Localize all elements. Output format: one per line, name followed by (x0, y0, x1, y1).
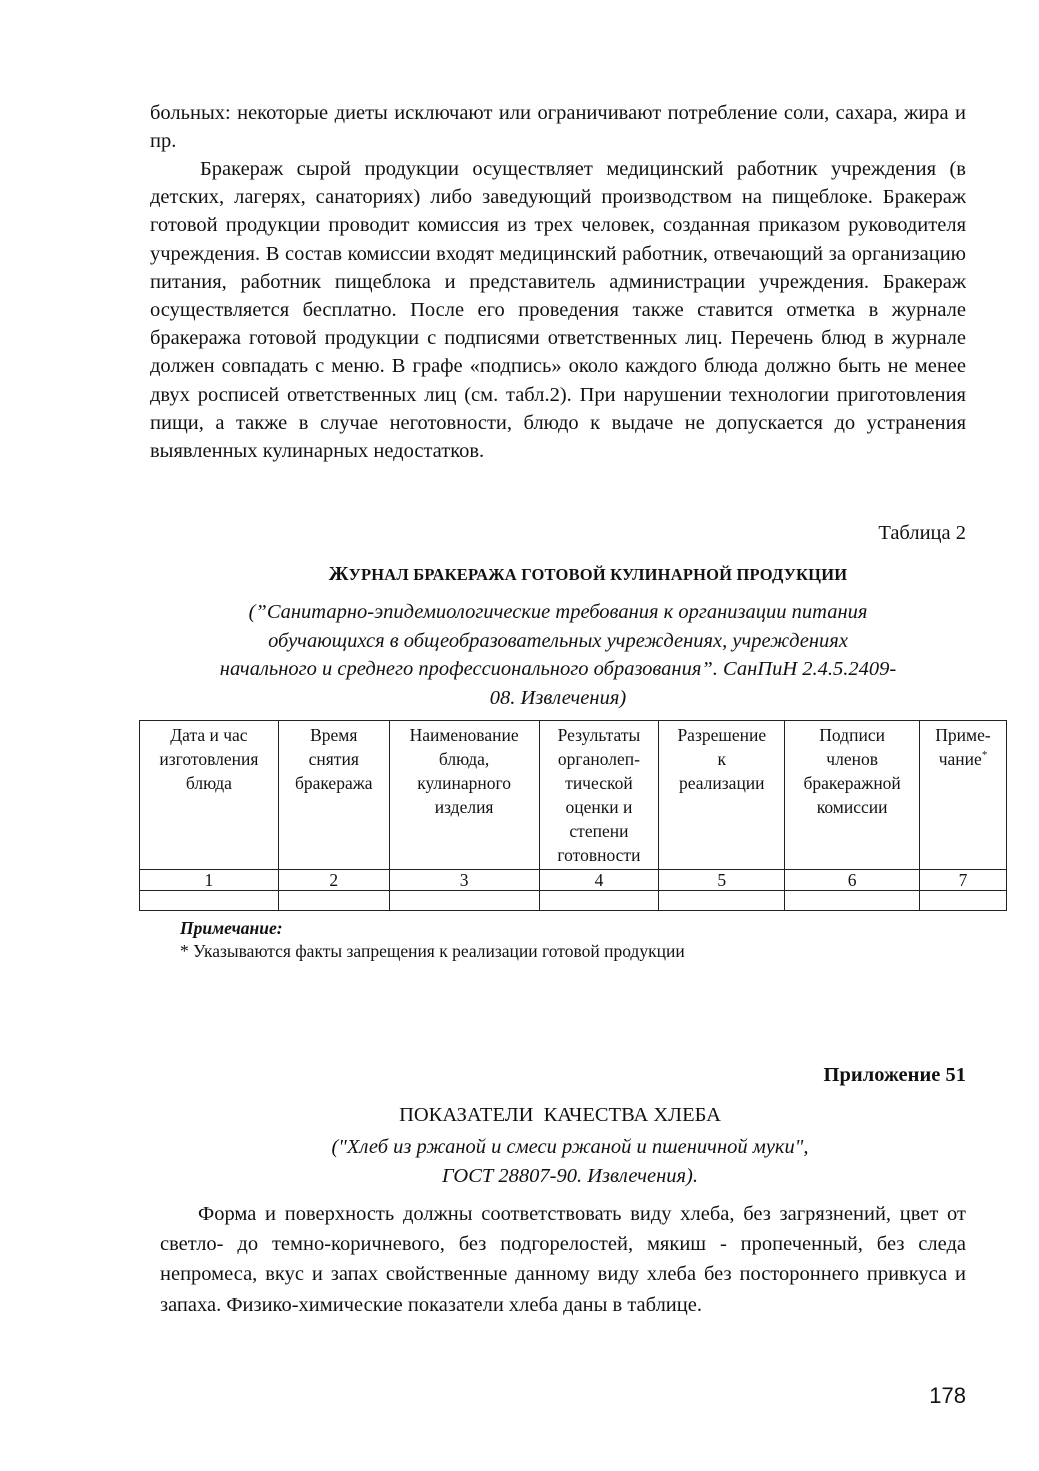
bread-source-line: ("Хлеб из ржаной и смеси ржаной и пшеничной муки", (331, 1136, 809, 1158)
bread-source-line: ГОСТ 28807-90. Извлечения). (442, 1164, 698, 1187)
header-cell: Результаты органолеп- тической оценки и степени готовности (539, 721, 659, 870)
footnote-star: * (981, 749, 988, 762)
column-number: 5 (659, 870, 785, 891)
page-number: 178 (929, 1383, 966, 1408)
empty-cell (278, 891, 389, 911)
header-cell: Приме- чание* (920, 721, 1007, 870)
empty-cell (920, 891, 1007, 911)
header-cell: Наименование блюда, кулинарного изделия (389, 721, 539, 870)
table-empty-row (140, 891, 1007, 911)
header-cell: Время снятия бракеража (278, 721, 389, 870)
journal-table (139, 720, 1007, 911)
header-cell: Дата и час изготовления блюда (140, 721, 279, 870)
column-number: 3 (389, 870, 539, 891)
column-number: 7 (920, 870, 1007, 891)
table-number-row (140, 870, 1007, 891)
empty-cell (140, 891, 279, 911)
note-text: * Указываются факты запрещения к реализации готовой продукции (180, 941, 685, 961)
journal-title (150, 563, 1026, 586)
column-number: 6 (785, 870, 920, 891)
empty-cell (659, 891, 785, 911)
appendix-label: Приложение 51 (823, 1064, 966, 1086)
table-number-label: Таблица 2 (878, 522, 966, 544)
bread-quality-heading: ПОКАЗАТЕЛИ КАЧЕСТВА ХЛЕБА (399, 1104, 721, 1126)
journal-source (140, 598, 976, 712)
empty-cell (539, 891, 659, 911)
empty-cell (785, 891, 920, 911)
column-number: 1 (140, 870, 279, 891)
column-number: 2 (278, 870, 389, 891)
journal-title-initial: Ж (328, 563, 349, 585)
journal-source-line: начального и среднего профессионального образования”. СанПиН 2.4.5.2409- (219, 658, 897, 680)
journal-source-line: 08. Извлечения) (489, 686, 627, 709)
journal-source-line: (”Санитарно-эпидемиологические требования к организации питания (248, 601, 868, 623)
header-cell: Подписи членов бракеражной комиссии (785, 721, 920, 870)
empty-cell (389, 891, 539, 911)
table-header-row (140, 721, 1007, 870)
journal-source-line: обучающихся в общеобразовательных учреждениях, учреждениях (268, 629, 848, 652)
paragraph-bread: Форма и поверхность должны соответствовать виду хлеба, без загрязнений, цвет от светло- до темно-коричневого, без подгорелостей, мякиш - пропеченный, без следа непромеса, вкус и запах свойственные данному виду хлеба без постороннего привкуса и запаха. Физико-химические показатели хлеба даны в таблице. (160, 1203, 966, 1316)
bread-source (200, 1133, 940, 1190)
paragraph-brakerazh: Бракераж сырой продукции осуществляет медицинский работник учреждения (в детских, лагерях, санаториях) либо заведующий производством на пищеблоке. Бракераж готовой продукции проводит комиссия из трех человек, созданная приказом руководителя учреждения. В состав комиссии входят медицинский работник, отвечающий за организацию питания, работник пищеблока и представитель администрации учреждения. Бракераж осуществляется бесплатно. После его проведения также ставится отметка в журнале бракеража готовой продукции с подписями ответственных лиц. Перечень блюд в журнале должен совпадать с меню. В графе «подпись» около каждого блюда должно быть не менее двух росписей ответственных лиц (см. табл.2). При нарушении технологии приготовления пищи, а также в случае неготовности, блюдо к выдаче не допускается до устранения выявленных кулинарных недостатков. (150, 158, 966, 463)
paragraph-diets: больных: некоторые диеты исключают или ограничивают потребление соли, сахара, жира и пр. (150, 102, 966, 153)
journal-title-rest: УРНАЛ БРАКЕРАЖА ГОТОВОЙ КУЛИНАРНОЙ ПРОДУКЦИИ (348, 565, 848, 584)
header-cell: Разрешение к реализации (659, 721, 785, 870)
note-label: Примечание: (180, 918, 283, 938)
column-number: 4 (539, 870, 659, 891)
